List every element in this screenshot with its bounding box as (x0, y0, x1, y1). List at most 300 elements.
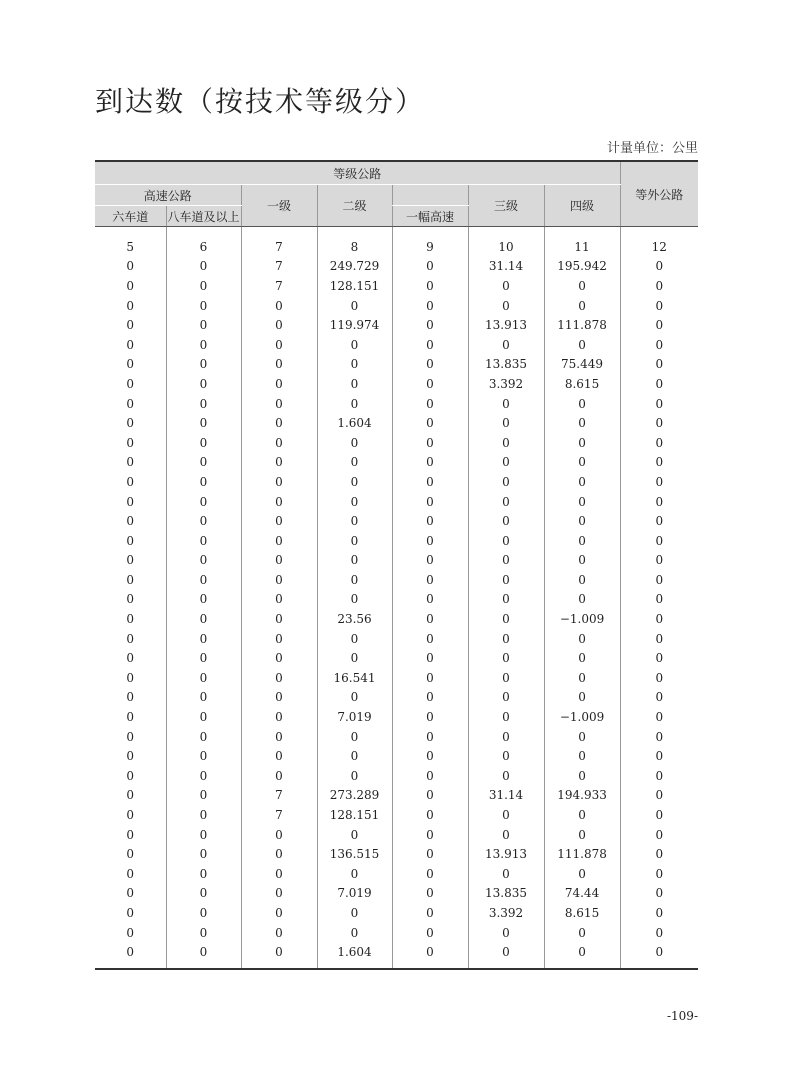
table-cell: 0 (620, 551, 698, 571)
table-cell: 111.878 (544, 315, 620, 335)
table-cell: 0 (544, 394, 620, 414)
table-cell: 0 (544, 688, 620, 708)
table-cell: 0 (468, 472, 544, 492)
table-cell: 0 (241, 727, 317, 747)
table-cell: 0 (620, 805, 698, 825)
table-cell: 0 (317, 472, 392, 492)
table-cell: 3.392 (468, 374, 544, 394)
table-cell: 128.151 (317, 805, 392, 825)
table-cell: 0 (620, 570, 698, 590)
table-cell: 0 (392, 590, 468, 610)
table-cell: 0 (166, 942, 241, 970)
table-cell: 0 (241, 335, 317, 355)
table-cell: 0 (544, 296, 620, 316)
table-row (95, 942, 698, 970)
table-cell: 16.541 (317, 668, 392, 688)
page-title: 到达数（按技术等级分） (95, 85, 426, 118)
table-cell: 0 (468, 570, 544, 590)
table-cell: 0 (317, 825, 392, 845)
table-cell: 0 (241, 903, 317, 923)
table-cell: 0 (126, 827, 135, 842)
table-cell: 8.615 (544, 374, 620, 394)
table-row (95, 472, 698, 492)
table-cell: 0 (126, 945, 135, 960)
table-cell: 0 (166, 315, 241, 335)
table-cell: 0 (166, 727, 241, 747)
table-cell: 0 (392, 825, 468, 845)
table-cell: 0 (241, 433, 317, 453)
table-cell: 0 (126, 651, 135, 666)
table-cell: 0 (468, 413, 544, 433)
table-cell: 0 (241, 394, 317, 414)
table-cell: 0 (544, 590, 620, 610)
table-cell: 0 (392, 531, 468, 551)
table-cell: 0 (317, 335, 392, 355)
table-cell: 0 (241, 609, 317, 629)
table-row (95, 884, 698, 904)
table-row (95, 453, 698, 473)
table-cell: 0 (468, 923, 544, 943)
table-cell: 7.019 (317, 884, 392, 904)
table-cell: 0 (166, 570, 241, 590)
table-cell: 0 (166, 531, 241, 551)
table-cell: 0 (468, 609, 544, 629)
table-cell: 0 (166, 511, 241, 531)
table-cell: 0 (126, 631, 135, 646)
table-cell: 0 (166, 766, 241, 786)
table-cell: 0 (317, 727, 392, 747)
table-cell: 0 (468, 766, 544, 786)
table-cell: 0 (241, 766, 317, 786)
table-cell: 0 (241, 707, 317, 727)
table-cell: 0 (620, 590, 698, 610)
table-cell: 7 (241, 276, 317, 296)
table-cell: 0 (241, 844, 317, 864)
table-cell: 0 (620, 315, 698, 335)
table-cell: 0 (468, 511, 544, 531)
table-row (95, 296, 698, 316)
table-cell: 7 (241, 786, 317, 806)
table-cell: 0 (166, 590, 241, 610)
table-cell: 8.615 (544, 903, 620, 923)
table-cell: 273.289 (317, 786, 392, 806)
table-cell: 0 (241, 629, 317, 649)
table-cell: 7.019 (317, 707, 392, 727)
table-cell: 0 (317, 374, 392, 394)
table-row (95, 492, 698, 512)
table-cell: 0 (241, 315, 317, 335)
table-cell: 0 (544, 492, 620, 512)
table-cell: 0 (392, 433, 468, 453)
table-cell: 0 (241, 374, 317, 394)
table-cell: 0 (544, 942, 620, 970)
table-cell: 0 (620, 942, 698, 970)
table-cell: 0 (166, 825, 241, 845)
table-cell: 0 (468, 805, 544, 825)
table-cell: 0 (392, 551, 468, 571)
table-row (95, 413, 698, 433)
table-cell: 0 (544, 629, 620, 649)
table-cell: 0 (392, 355, 468, 375)
table-cell: 0 (468, 648, 544, 668)
table-cell: 0 (544, 531, 620, 551)
table-cell: 0 (166, 551, 241, 571)
table-cell: 0 (166, 492, 241, 512)
table-cell: −1.009 (544, 609, 620, 629)
table-cell: 9 (392, 237, 468, 257)
table-cell: 0 (392, 374, 468, 394)
table-cell: 8 (317, 237, 392, 257)
table-cell: 0 (620, 374, 698, 394)
table-cell: 0 (392, 648, 468, 668)
table-cell: 0 (166, 276, 241, 296)
table-cell: 0 (392, 805, 468, 825)
table-cell: 0 (126, 768, 135, 783)
table-cell: 0 (544, 668, 620, 688)
table-cell: 0 (544, 864, 620, 884)
table-cell: 0 (317, 746, 392, 766)
table-cell: 0 (241, 355, 317, 375)
table-cell: 0 (544, 413, 620, 433)
table-cell: 0 (317, 551, 392, 571)
table-cell: 0 (544, 472, 620, 492)
table-cell: 0 (392, 413, 468, 433)
table-cell: 0 (317, 531, 392, 551)
table-row (95, 864, 698, 884)
table-cell: 31.14 (468, 786, 544, 806)
table-cell: 7 (241, 237, 317, 257)
table-cell: 0 (126, 670, 135, 685)
table-cell: 0 (620, 531, 698, 551)
table-cell: 0 (166, 844, 241, 864)
table-row (95, 374, 698, 394)
table-row (95, 237, 698, 257)
table-cell: 0 (620, 844, 698, 864)
table-cell: 0 (544, 766, 620, 786)
header-eight-lane: 八车道及以上 (166, 206, 241, 227)
table-cell: 0 (126, 514, 135, 529)
table-cell: 5 (126, 239, 135, 254)
table-cell: 0 (241, 531, 317, 551)
header-class1: 一级 (241, 185, 317, 227)
table-cell: 0 (544, 746, 620, 766)
table-cell: 0 (468, 864, 544, 884)
table-cell: 0 (620, 707, 698, 727)
table-cell: 0 (392, 903, 468, 923)
table-cell: 0 (126, 729, 135, 744)
table-cell: 0 (468, 825, 544, 845)
table-cell: 0 (126, 455, 135, 470)
table-cell: 0 (317, 688, 392, 708)
table-cell: 0 (620, 766, 698, 786)
table-cell: 75.449 (544, 355, 620, 375)
table-cell: 0 (620, 864, 698, 884)
table-cell: 0 (392, 942, 468, 970)
table-cell: 0 (241, 884, 317, 904)
table-row (95, 335, 698, 355)
table-cell: 0 (126, 318, 135, 333)
table-cell: 0 (544, 335, 620, 355)
table-cell: 0 (392, 492, 468, 512)
table-cell: 0 (544, 453, 620, 473)
table-cell: 6 (166, 237, 241, 257)
table-cell: 0 (166, 394, 241, 414)
table-cell: 0 (620, 727, 698, 747)
table-cell: 119.974 (317, 315, 392, 335)
table-cell: 0 (544, 923, 620, 943)
table-cell: 0 (166, 257, 241, 277)
table-cell: 0 (544, 825, 620, 845)
table-cell: 0 (620, 276, 698, 296)
table-cell: 0 (126, 592, 135, 607)
table-cell: 0 (166, 864, 241, 884)
table-cell: 0 (392, 315, 468, 335)
table-row (95, 688, 698, 708)
table-row (95, 394, 698, 414)
table-cell: 0 (241, 688, 317, 708)
table-cell: 0 (126, 847, 135, 862)
table-cell: 0 (241, 511, 317, 531)
table-cell: 0 (126, 278, 135, 293)
table-cell: 0 (166, 668, 241, 688)
table-cell: 0 (166, 629, 241, 649)
table-cell: 0 (126, 553, 135, 568)
table-row (95, 746, 698, 766)
table-bottom-rule (95, 968, 698, 970)
table-cell: 13.913 (468, 844, 544, 864)
table-cell: 0 (241, 825, 317, 845)
table-row (95, 570, 698, 590)
table-cell: 0 (126, 749, 135, 764)
table-cell: 0 (468, 727, 544, 747)
table-body (95, 227, 698, 970)
table-cell: 0 (241, 492, 317, 512)
table-cell: 111.878 (544, 844, 620, 864)
table-cell: 0 (620, 492, 698, 512)
table-cell: 0 (126, 337, 135, 352)
table-cell: 0 (241, 472, 317, 492)
table-row (95, 276, 698, 296)
table-row (95, 511, 698, 531)
table-cell: 0 (166, 648, 241, 668)
table-cell: 0 (317, 355, 392, 375)
table-cell: 0 (317, 433, 392, 453)
table-cell: 0 (166, 472, 241, 492)
table-cell: 0 (620, 433, 698, 453)
header-substandard: 等外公路 (620, 161, 698, 227)
table-row (95, 707, 698, 727)
table-cell: 0 (544, 551, 620, 571)
table-cell: 0 (126, 572, 135, 587)
table-row (95, 609, 698, 629)
table-cell: 13.835 (468, 884, 544, 904)
table-cell: 0 (392, 394, 468, 414)
table-cell: 74.44 (544, 884, 620, 904)
table-cell: 0 (317, 453, 392, 473)
table-cell: 0 (126, 886, 135, 901)
table-cell: 0 (166, 923, 241, 943)
table-cell: 0 (241, 570, 317, 590)
table-cell: 0 (620, 394, 698, 414)
table-cell: 0 (317, 903, 392, 923)
table-row (95, 315, 698, 335)
table-cell: 0 (620, 335, 698, 355)
table-cell: 0 (317, 629, 392, 649)
header-blank (392, 185, 468, 206)
table-cell: 0 (241, 864, 317, 884)
table-row (95, 257, 698, 277)
table-cell: 0 (126, 925, 135, 940)
table-cell: 0 (620, 355, 698, 375)
table-cell: 0 (392, 276, 468, 296)
table-cell: 0 (126, 690, 135, 705)
table-cell: 0 (392, 707, 468, 727)
table-cell: 0 (126, 494, 135, 509)
table-cell: 0 (166, 707, 241, 727)
table-cell: 7 (241, 805, 317, 825)
table-cell: 0 (468, 335, 544, 355)
table-cell: 0 (468, 531, 544, 551)
table-cell: 0 (241, 551, 317, 571)
table-cell: 0 (241, 942, 317, 970)
table-cell: 12 (620, 237, 698, 257)
table-cell: 0 (392, 786, 468, 806)
table-cell: 0 (392, 335, 468, 355)
header-class3: 三级 (468, 185, 544, 227)
table-cell: 0 (241, 413, 317, 433)
table-cell: 0 (126, 866, 135, 881)
table-cell: 0 (620, 472, 698, 492)
table-cell: 0 (620, 903, 698, 923)
table-cell: 0 (126, 416, 135, 431)
table-cell: 0 (468, 629, 544, 649)
table-cell: 0 (317, 864, 392, 884)
table-cell: 0 (317, 394, 392, 414)
table-cell: 0 (317, 570, 392, 590)
table-row (95, 727, 698, 747)
table-cell: 0 (392, 688, 468, 708)
table-row (95, 903, 698, 923)
table-cell: 11 (544, 237, 620, 257)
table-row (95, 433, 698, 453)
table-cell: 0 (620, 746, 698, 766)
table-cell: 0 (468, 276, 544, 296)
table-cell: 0 (620, 688, 698, 708)
table-cell: 13.835 (468, 355, 544, 375)
table-cell: 0 (126, 533, 135, 548)
table-cell: 0 (392, 257, 468, 277)
table-cell: 0 (620, 511, 698, 531)
table-cell: 0 (392, 609, 468, 629)
table-cell: 0 (392, 727, 468, 747)
table-cell: 0 (241, 590, 317, 610)
table-row (95, 668, 698, 688)
table-cell: 1.604 (317, 413, 392, 433)
table-cell: 0 (241, 923, 317, 943)
table-cell: 0 (126, 905, 135, 920)
table-cell: 0 (392, 884, 468, 904)
table-cell: 23.56 (317, 609, 392, 629)
table-cell: 0 (620, 884, 698, 904)
table-cell: 0 (166, 355, 241, 375)
table-row (95, 531, 698, 551)
table-cell: 128.151 (317, 276, 392, 296)
table-cell: 0 (392, 511, 468, 531)
table-cell: 31.14 (468, 257, 544, 277)
table-cell: 0 (468, 707, 544, 727)
table-row (95, 355, 698, 375)
table-cell: 0 (468, 746, 544, 766)
table-cell: 0 (468, 688, 544, 708)
table-cell: 0 (166, 884, 241, 904)
table-cell: 0 (126, 474, 135, 489)
table-cell: 0 (620, 257, 698, 277)
table-cell: 0 (620, 629, 698, 649)
table-cell: 0 (166, 609, 241, 629)
table-cell: 0 (317, 766, 392, 786)
table-cell: 0 (392, 864, 468, 884)
table-cell: 0 (241, 668, 317, 688)
header-grade-roads: 等级公路 (95, 161, 620, 185)
header-class2: 二级 (317, 185, 392, 227)
table-cell: 0 (544, 511, 620, 531)
table-cell: 0 (126, 396, 135, 411)
table-cell: 0 (620, 413, 698, 433)
page-number: -109- (666, 1009, 698, 1023)
header-six-lane: 六车道 (95, 206, 166, 227)
table-cell: 0 (468, 296, 544, 316)
header-single-width: 一幅高速 (392, 206, 468, 227)
table-cell: 0 (392, 766, 468, 786)
table-cell: 0 (126, 808, 135, 823)
table-cell: 0 (620, 453, 698, 473)
table-cell: 0 (317, 492, 392, 512)
table-cell: 7 (241, 257, 317, 277)
table-row (95, 629, 698, 649)
table-row (95, 825, 698, 845)
table-cell: 0 (620, 668, 698, 688)
table-cell: 0 (468, 590, 544, 610)
table-cell: 0 (620, 609, 698, 629)
table-cell: 136.515 (317, 844, 392, 864)
table-cell: 0 (241, 648, 317, 668)
table-cell: 0 (544, 433, 620, 453)
table-row (95, 786, 698, 806)
table-cell: 0 (166, 433, 241, 453)
table-cell: 0 (317, 923, 392, 943)
table-cell: 0 (126, 376, 135, 391)
table-cell: 0 (392, 844, 468, 864)
table-cell: 0 (166, 296, 241, 316)
table-cell: 0 (166, 453, 241, 473)
table-cell: 0 (620, 923, 698, 943)
table-cell: 0 (468, 433, 544, 453)
table-row (95, 551, 698, 571)
table-cell: 0 (392, 668, 468, 688)
data-table (95, 160, 698, 970)
table-cell: 13.913 (468, 315, 544, 335)
table-cell: 0 (126, 612, 135, 627)
table-row (95, 805, 698, 825)
table-cell: 0 (166, 786, 241, 806)
header-class4: 四级 (544, 185, 620, 227)
table-row (95, 590, 698, 610)
table-cell: 249.729 (317, 257, 392, 277)
table-cell: 0 (241, 746, 317, 766)
table-cell: 0 (166, 413, 241, 433)
table-row (95, 648, 698, 668)
table-cell: 0 (544, 648, 620, 668)
